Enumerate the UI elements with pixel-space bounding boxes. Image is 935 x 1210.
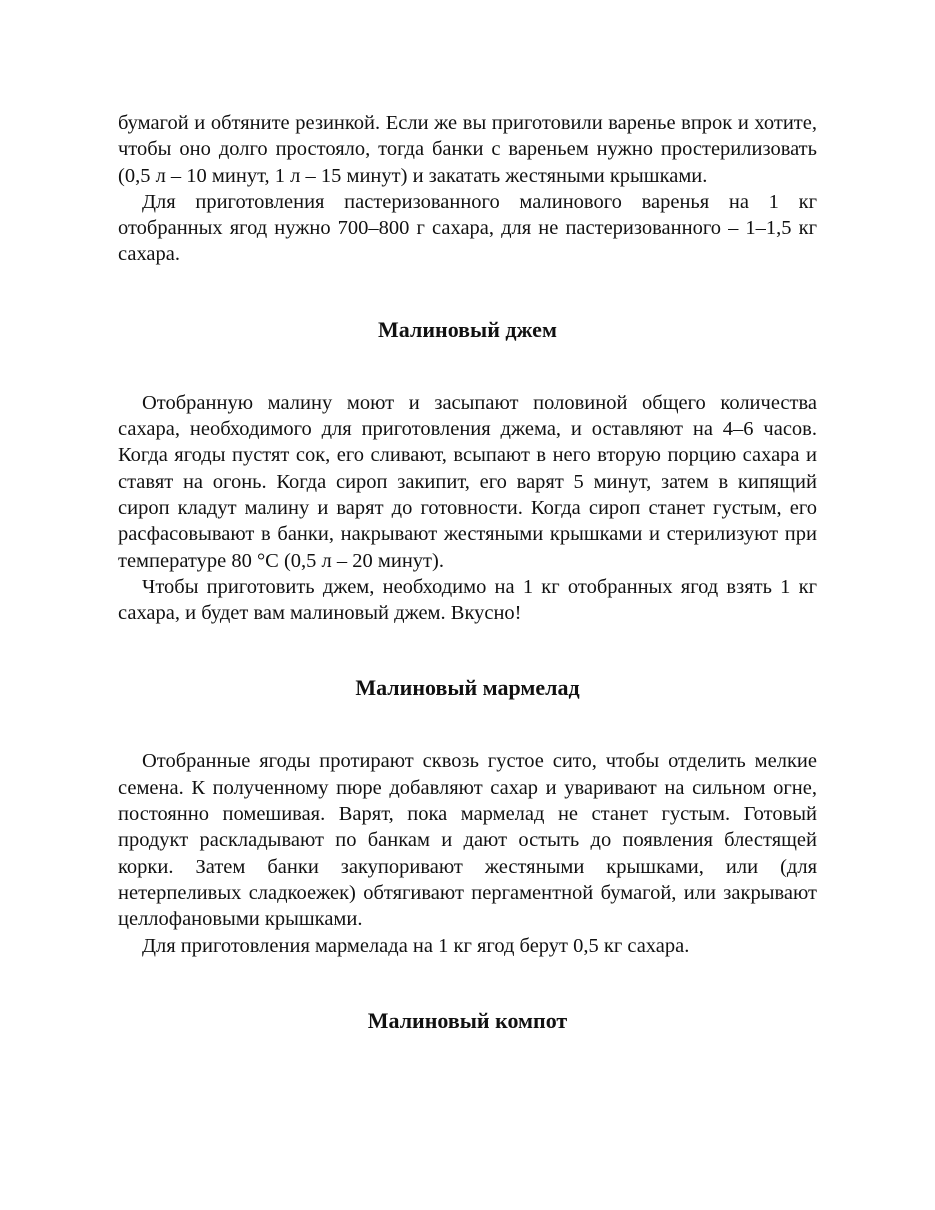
paragraph: Отобранную малину моют и засыпают половиной общего количества сахара, необходимого для приготовления джема, и оставляют на 4–6 часов. Когда ягоды пустят сок, его сливают, всыпают в него вторую порцию сахара и ставят на огонь. Когда сироп закипит, его варят 5 минут, затем в кипящий сироп кладут малину и варят до готовности. Когда сироп станет густым, его расфасовывают в банки, накрывают жестяными крышками и стерилизуют при температуре 80 °С (0,5 л – 20 минут). (118, 391, 817, 572)
paragraph: Чтобы приготовить джем, необходимо на 1 кг отобранных ягод взять 1 кг сахара, и будет вам малиновый джем. Вкусно! (118, 575, 817, 625)
paragraph-continued: бумагой и обтяните резинкой. Если же вы приготовили варенье впрок и хотите, чтобы оно долго простояло, тогда банки с вареньем нужно простерилизовать (0,5 л – 10 минут, 1 л – 15 минут) и закатать жестяными крышками. (118, 112, 817, 187)
section-heading-jam: Малиновый джем (378, 316, 557, 342)
document-page (118, 110, 817, 1035)
paragraph: Для приготовления мармелада на 1 кг ягод берут 0,5 кг сахара. (142, 934, 690, 957)
paragraph: Для приготовления пастеризованного малинового варенья на 1 кг отобранных ягод нужно 700–800 г сахара, для не пастеризованного – 1–1,5 кг сахара. (118, 190, 817, 266)
section-heading-compote: Малиновый компот (367, 1007, 568, 1033)
paragraph: Отобранные ягоды протирают сквозь густое сито, чтобы отделить мелкие семена. К полученному пюре добавляют сахар и уваривают на сильном огне, постоянно помешивая. Варят, пока мармелад не станет густым. Готовый продукт раскладывают по банкам и дают остыть до появления блестящей корки. Затем банки закупоривают жестяными крышками, или (для нетерпеливых сладкоежек) обтягивают пергаментной бумагой, или закрывают целлофановыми крышками. (118, 750, 817, 931)
section-heading-marmalade: Малиновый мармелад (355, 675, 580, 701)
